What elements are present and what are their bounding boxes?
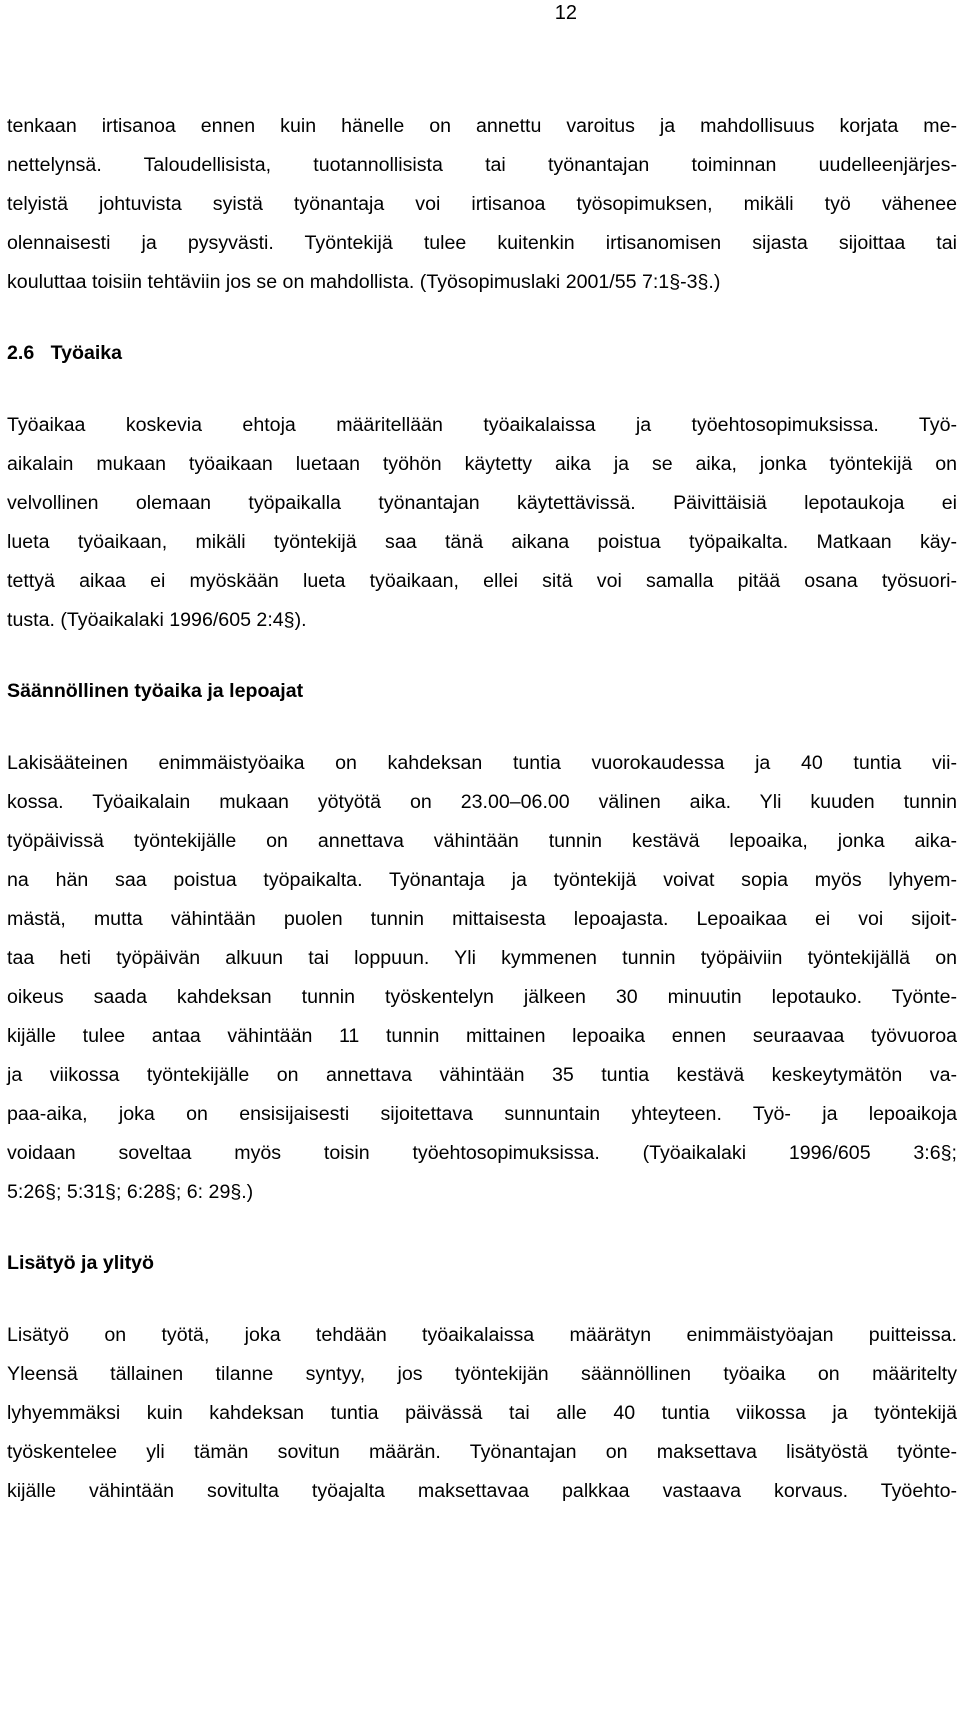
text-line: työskentelee yli tämän sovitun määrän. Työnantajan on maksettava lisätyöstä työnte-: [7, 1441, 957, 1463]
text-line: lyhyemmäksi kuin kahdeksan tuntia päivässä tai alle 40 tuntia viikossa ja työntekijä: [7, 1402, 957, 1424]
subheading-regular-working-time: Säännöllinen työaika ja lepoajat: [7, 680, 304, 702]
text-line: kossa. Työaikalain mukaan yötyötä on 23.00–06.00 välinen aika. Yli kuuden tunnin: [7, 791, 957, 813]
text-line: Yleensä tällainen tilanne syntyy, jos työntekijän säännöllinen työaika on määritelty: [7, 1363, 957, 1385]
text-line: mästä, mutta vähintään puolen tunnin mittaisesta lepoajasta. Lepoaikaa ei voi sijoit-: [7, 908, 957, 930]
text-line: ja viikossa työntekijälle on annettava vähintään 35 tuntia kestävä keskeytymätön va-: [7, 1064, 957, 1086]
text-line: Lisätyö on työtä, joka tehdään työaikalaissa määrätyn enimmäistyöajan puitteissa.: [7, 1324, 957, 1346]
text-line: tenkaan irtisanoa ennen kuin hänelle on annettu varoitus ja mahdollisuus korjata me-: [7, 115, 957, 137]
text-line: telyistä johtuvista syistä työnantaja voi irtisanoa työsopimuksen, mikäli työ vähenee: [7, 193, 957, 215]
text-line: paa-aika, joka on ensisijaisesti sijoitettava sunnuntain yhteyteen. Työ- ja lepoaikoja: [7, 1103, 957, 1125]
text-line: kijälle vähintään sovitulta työajalta maksettavaa palkkaa vastaava korvaus. Työehto-: [7, 1480, 957, 1502]
text-line: olennaisesti ja pysyvästi. Työntekijä tulee kuitenkin irtisanomisen sijasta sijoittaa tai: [7, 232, 957, 254]
text-line: 5:26§; 5:31§; 6:28§; 6: 29§.): [7, 1181, 254, 1203]
document-body: [7, 107, 957, 1511]
text-line: kouluttaa toisiin tehtäviin jos se on mahdollista. (Työsopimuslaki 2001/55 7:1§-3§.): [7, 271, 721, 293]
paragraph-additional-work: [7, 1316, 957, 1511]
text-line: työpäivissä työntekijälle on annettava vähintään tunnin kestävä lepoaika, jonka aika-: [7, 830, 957, 852]
page-number: 12: [554, 2, 577, 24]
text-line: voidaan soveltaa myös toisin työehtosopimuksissa. (Työaikalaki 1996/605 3:6§;: [7, 1142, 957, 1164]
text-line: Lakisääteinen enimmäistyöaika on kahdeksan tuntia vuorokaudessa ja 40 tuntia vii-: [7, 752, 957, 774]
paragraph-working-time-terms: [7, 406, 957, 640]
text-line: lueta työaikaan, mikäli työntekijä saa tänä aikana poistua työpaikalta. Matkaan käy-: [7, 531, 957, 553]
text-line: Työaikaa koskevia ehtoja määritellään työaikalaissa ja työehtosopimuksissa. Työ-: [7, 414, 957, 436]
paragraph-dismissal-notice: [7, 107, 957, 302]
text-line: na hän saa poistua työpaikalta. Työnantaja ja työntekijä voivat sopia myös lyhyem-: [7, 869, 957, 891]
text-line: nettelynsä. Taloudellisista, tuotannollisista tai työnantajan toiminnan uudelleenjärjes-: [7, 154, 957, 176]
subheading-additional-work-overtime: Lisätyö ja ylityö: [7, 1252, 155, 1274]
section-heading-working-time: 2.6 Työaika: [7, 342, 123, 364]
text-line: tettyä aikaa ei myöskään lueta työaikaan, ellei sitä voi samalla pitää osana työsuori-: [7, 570, 957, 592]
paragraph-regular-working-time: [7, 744, 957, 1212]
text-line: tusta. (Työaikalaki 1996/605 2:4§).: [7, 609, 307, 631]
text-line: kijälle tulee antaa vähintään 11 tunnin mittainen lepoaika ennen seuraavaa työvuoroa: [7, 1025, 957, 1047]
text-line: velvollinen olemaan työpaikalla työnantajan käytettävissä. Päivittäisiä lepotaukoja ei: [7, 492, 957, 514]
text-line: aikalain mukaan työaikaan luetaan työhön käytetty aika ja se aika, jonka työntekijä on: [7, 453, 957, 475]
text-line: taa heti työpäivän alkuun tai loppuun. Yli kymmenen tunnin työpäiviin työntekijällä on: [7, 947, 957, 969]
text-line: oikeus saada kahdeksan tunnin työskentelyn jälkeen 30 minuutin lepotauko. Työnte-: [7, 986, 957, 1008]
